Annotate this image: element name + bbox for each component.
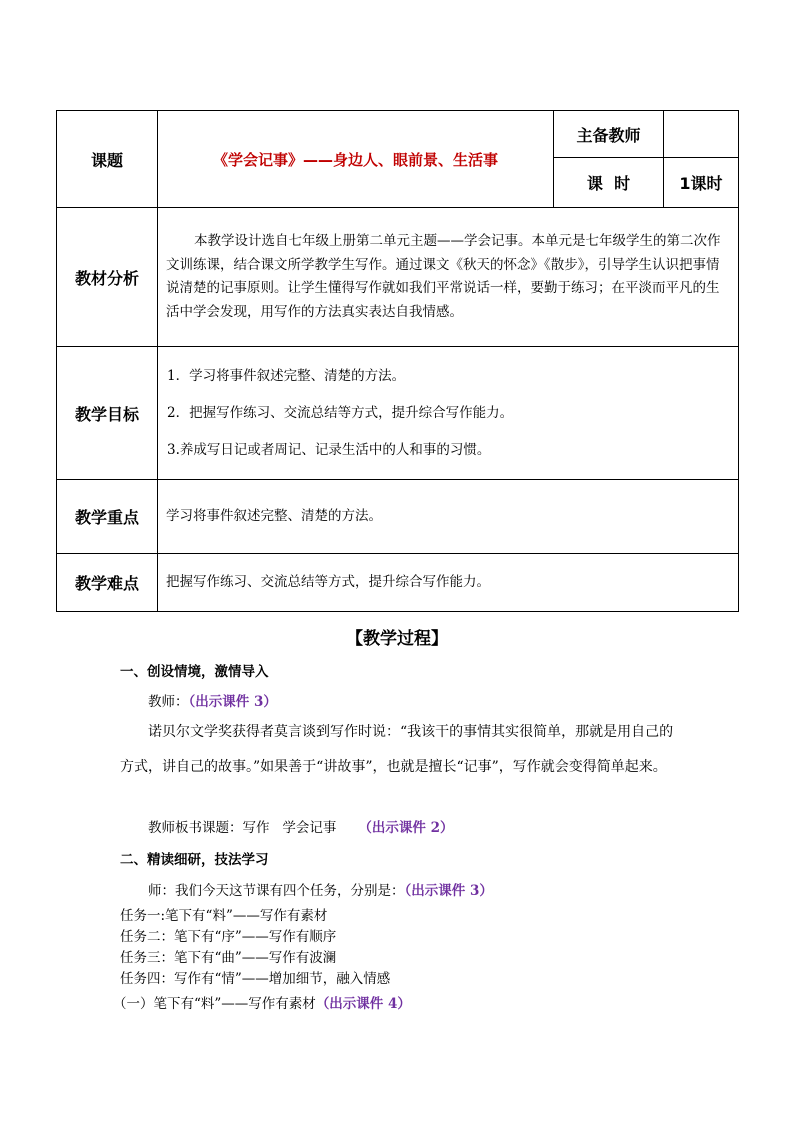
analysis-text <box>158 208 739 347</box>
goals-list <box>158 347 739 480</box>
goal-item: 1．学习将事件叙述完整、清楚的方法。 <box>167 368 406 384</box>
topic-label: 课题 <box>57 111 158 208</box>
key-label: 教学重点 <box>57 480 158 554</box>
teacher-line <box>148 690 277 710</box>
hours-value: 1课时 <box>664 158 739 208</box>
board-text: 教师板书课题：写作 学会记事 <box>148 820 337 836</box>
subsection-1-line <box>113 992 411 1012</box>
courseware-ref-3: （出示课件 3） <box>188 694 277 710</box>
teacher-label: 主备教师 <box>554 111 664 158</box>
topic-value: 《学会记事》——身边人、眼前景、生活事 <box>158 111 554 208</box>
analysis-paragraph: 本教学设计选自七年级上册第二单元主题——学会记事。本单元是七年级学生的第二次作文训练课，结合课文所学教学生写作。通过课文《秋天的怀念》《散步》，引导学生认识把事情说清楚的记事原则。让学生懂得写作就如我们平常说话一样，要勤于练习；在平淡而平凡的生活中学会发现，用写作的方法真实表达自我情感。 <box>166 233 721 320</box>
courseware-ref-3b: （出示课件 3） <box>404 883 493 899</box>
goal-item: 3.养成写日记或者周记、记录生活中的人和事的习惯。 <box>167 442 491 458</box>
tasks-intro: 师：我们今天这节课有四个任务，分别是： <box>148 883 405 899</box>
process-heading: 【教学过程】 <box>346 629 448 649</box>
lesson-plan-table <box>56 110 739 612</box>
task-item-4: 任务四：写作有“情”——增加细节，融入情感 <box>120 971 391 987</box>
task-item-2: 任务二：笔下有“序”——写作有顺序 <box>120 929 337 945</box>
courseware-ref-2: （出示课件 2） <box>358 820 454 836</box>
goals-label: 教学目标 <box>57 347 158 480</box>
teacher-prefix: 教师： <box>148 694 189 710</box>
subsection-1-title: （一）笔下有“料”——写作有素材 <box>113 996 316 1012</box>
section-2-title: 二、精读细研，技法学习 <box>120 852 269 868</box>
teacher-value <box>664 111 739 158</box>
task-item-3: 任务三：笔下有“曲”——写作有波澜 <box>120 950 337 966</box>
quote-paragraph: 诺贝尔文学奖获得者莫言谈到写作时说：“我该干的事情其实很简单，那就是用自己的方式，讲自己的故事。”如果善于“讲故事”，也就是擅长“记事”，写作就会变得简单起来。 <box>120 724 674 775</box>
goal-item: 2．把握写作练习、交流总结等方式，提升综合写作能力。 <box>167 405 514 421</box>
difficulty-label: 教学难点 <box>57 554 158 612</box>
key-text: 学习将事件叙述完整、清楚的方法。 <box>158 480 739 554</box>
hours-label: 课 时 <box>554 158 664 208</box>
board-line <box>148 816 453 836</box>
difficulty-text: 把握写作练习、交流总结等方式，提升综合写作能力。 <box>158 554 739 612</box>
tasks-intro-line <box>148 879 493 899</box>
analysis-label: 教材分析 <box>57 208 158 347</box>
courseware-ref-4: （出示课件 4） <box>315 996 411 1012</box>
section-1-title: 一、创设情境，激情导入 <box>120 664 269 680</box>
task-item-1: 任务一:笔下有“料”——写作有素材 <box>120 908 328 924</box>
